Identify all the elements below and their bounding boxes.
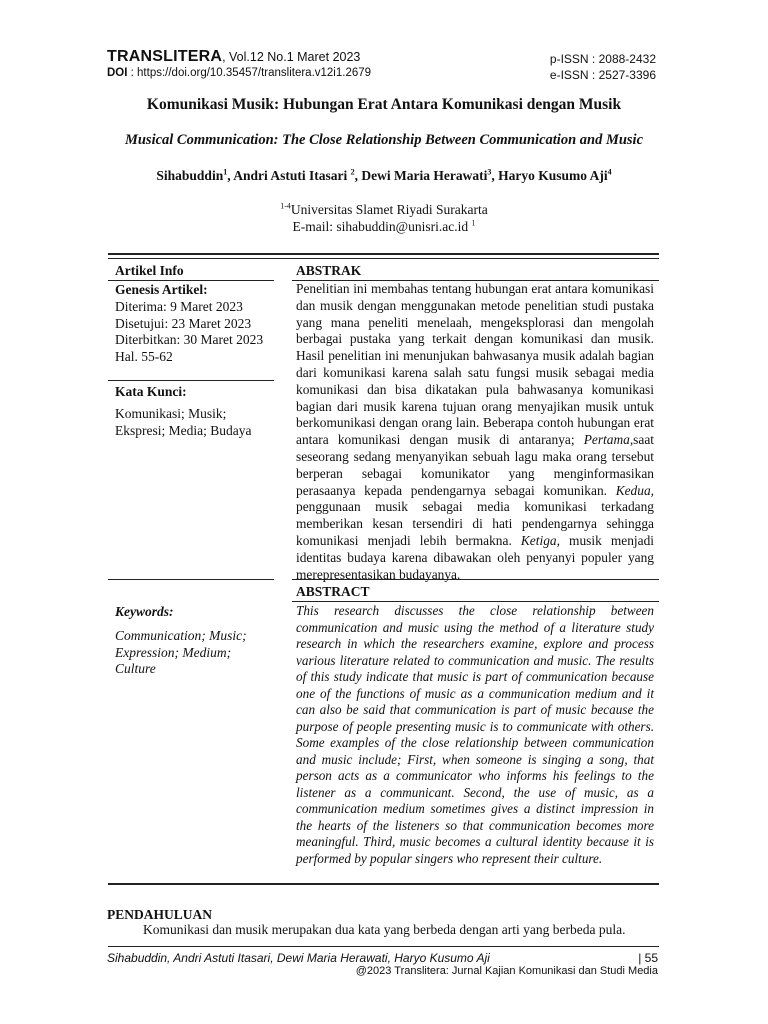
doi-label: DOI	[107, 67, 128, 79]
approved-date: Disetujui: 23 Maret 2023	[115, 315, 252, 331]
affiliation-sup: 1-4	[280, 201, 291, 211]
author-sup: 3	[487, 167, 492, 177]
email-sup: 1	[471, 218, 476, 228]
affiliation	[0, 201, 768, 235]
journal-issue: , Vol.12 No.1 Maret 2023	[222, 50, 361, 64]
divider	[292, 601, 659, 602]
page-number: | 55	[638, 951, 658, 965]
title-indonesian: Komunikasi Musik: Hubungan Erat Antara Komunikasi dengan Musik	[146, 96, 622, 113]
footer-authors: Sihabuddin, Andri Astuti Itasari, Dewi Maria Herawati, Haryo Kusumo Aji	[107, 951, 490, 965]
e-issn: e-ISSN : 2527-3396	[549, 68, 656, 82]
abstrak-part: Penelitian ini membahas tentang hubungan erat antara komunikasi dan musik dengan menggunakan metode penelitian studi pustaka yang mana peneliti menelaah, mengeksplorasi dan mengolah berbagai pustaka yang terkait dengan komunikasi dan musik. Hasil penelitian ini menunjukan bahwasanya musik adalah bagian dari komunikasi karena salah satu fungsi musik sebagai media komunikasi dan bisa dikatakan pula bahwasanya komunikasi bagian dari musik karena tujuan orang menyajikan musik untuk berkomunikasi dengan orang lain. Beberapa contoh hubungan erat antara komunikasi dengan musik di antaranya;	[296, 281, 654, 448]
table-rule-top	[108, 253, 659, 255]
abstrak-emphasis: Kedua,	[615, 482, 654, 498]
journal-header	[107, 48, 360, 66]
authors-line: Sihabuddin$^1$, Andri Astuti Itasari $^2$, Dewi Maria Herawati$^3$, Haryo Kusumo Aji$^4$	[156, 167, 612, 183]
divider	[108, 579, 274, 580]
footer-rule	[108, 946, 659, 947]
doi-line	[107, 67, 371, 79]
doi-link[interactable]: : https://doi.org/10.35457/translitera.v12i1.2679	[127, 67, 372, 79]
keywords-id-label: Kata Kunci:	[115, 384, 187, 399]
intro-paragraph: Komunikasi dan musik merupakan dua kata yang berbeda dengan arti yang berbeda pula.	[143, 922, 626, 937]
abstract-text: This research discusses the close relationship between communication and music using the method of a literature study research in which the researchers examine, explore and process various literature related to communication and music. The results of this study indicate that music is part of communication because one of the functions of music as a communication medium and it can also be said that communication is part of music because the purpose of people presenting music is to communicate with others. Some examples of the close relationship between communication and music include; First, when someone is singing a song, that person acts as a communicator who informs his feelings to the listener as a communicant. Second, the use of music, as a communication medium sometimes gives a distinct impression in the hearts of the listeners so that communication becomes more meaningful. Third, music becomes a cultural identity because it is performed by popular singers who represent their culture.	[296, 603, 654, 866]
author-sup: 1	[223, 167, 228, 177]
divider	[108, 380, 274, 381]
abstrak-part: saat seseorang sedang menyanyikan sebuah lagu maka orang tersebut berperan sebagai komunikator yang menginformasikan perasaanya kepada pendengarnya sebagai komunikan.	[296, 432, 654, 498]
abstrak-emphasis: Ketiga,	[520, 532, 560, 548]
page-range: Hal. 55-62	[115, 349, 173, 365]
abstrak-emphasis: Pertama,	[583, 432, 634, 448]
divider	[108, 280, 274, 281]
keywords-id: Komunikasi; Musik; Ekspresi; Media; Budaya	[115, 406, 252, 438]
abstrak-text	[296, 281, 654, 583]
abstrak-part: musik menjadi identitas budaya karena dibawakan oleh penyanyi populer yang merepresentasikan budayanya.	[296, 532, 654, 582]
author-sup: 4	[607, 167, 612, 177]
abstrak-heading: ABSTRAK	[296, 263, 362, 278]
p-issn: p-ISSN : 2088-2432	[549, 52, 656, 66]
article-info-heading: Artikel Info	[115, 263, 184, 278]
author-sup: 2	[350, 167, 355, 177]
received-date: Diterima: 9 Maret 2023	[115, 298, 243, 314]
author-name: Haryo Kusumo Aji	[498, 168, 608, 183]
section-heading: PENDAHULUAN	[107, 907, 213, 922]
footer-copyright: @2023 Translitera: Jurnal Kajian Komunikasi dan Studi Media	[355, 965, 658, 977]
keywords-en-label: Keywords:	[115, 604, 174, 619]
author-name: Dewi Maria Herawati	[361, 168, 488, 183]
abstrak-part: penggunaan musik sebagai media komunikasi terkadang memberikan kesan tersendiri di hati pendengarnya sehingga komunikasi menjadi lebih bermakna.	[296, 499, 654, 548]
email[interactable]: E-mail: sihabuddin@unisri.ac.id	[292, 219, 469, 234]
published-date: Diterbitkan: 30 Maret 2023	[115, 332, 264, 348]
author-name: Sihabuddin	[156, 168, 224, 183]
university: Universitas Slamet Riyadi Surakarta	[290, 202, 488, 217]
table-rule-bottom	[108, 883, 659, 885]
issn-block	[550, 51, 656, 83]
keywords-en: Communication; Music; Expression; Medium; Culture	[115, 628, 247, 676]
genesis-label: Genesis Artikel:	[115, 282, 208, 297]
table-rule-top-thin	[108, 258, 659, 259]
author-name: Andri Astuti Itasari	[233, 168, 348, 183]
abstract-heading: ABSTRACT	[296, 584, 370, 599]
title-english: Musical Communication: The Close Relationship Between Communication and Music	[124, 132, 644, 148]
journal-name: TRANSLITERA	[107, 48, 223, 65]
genesis-block	[115, 282, 275, 366]
